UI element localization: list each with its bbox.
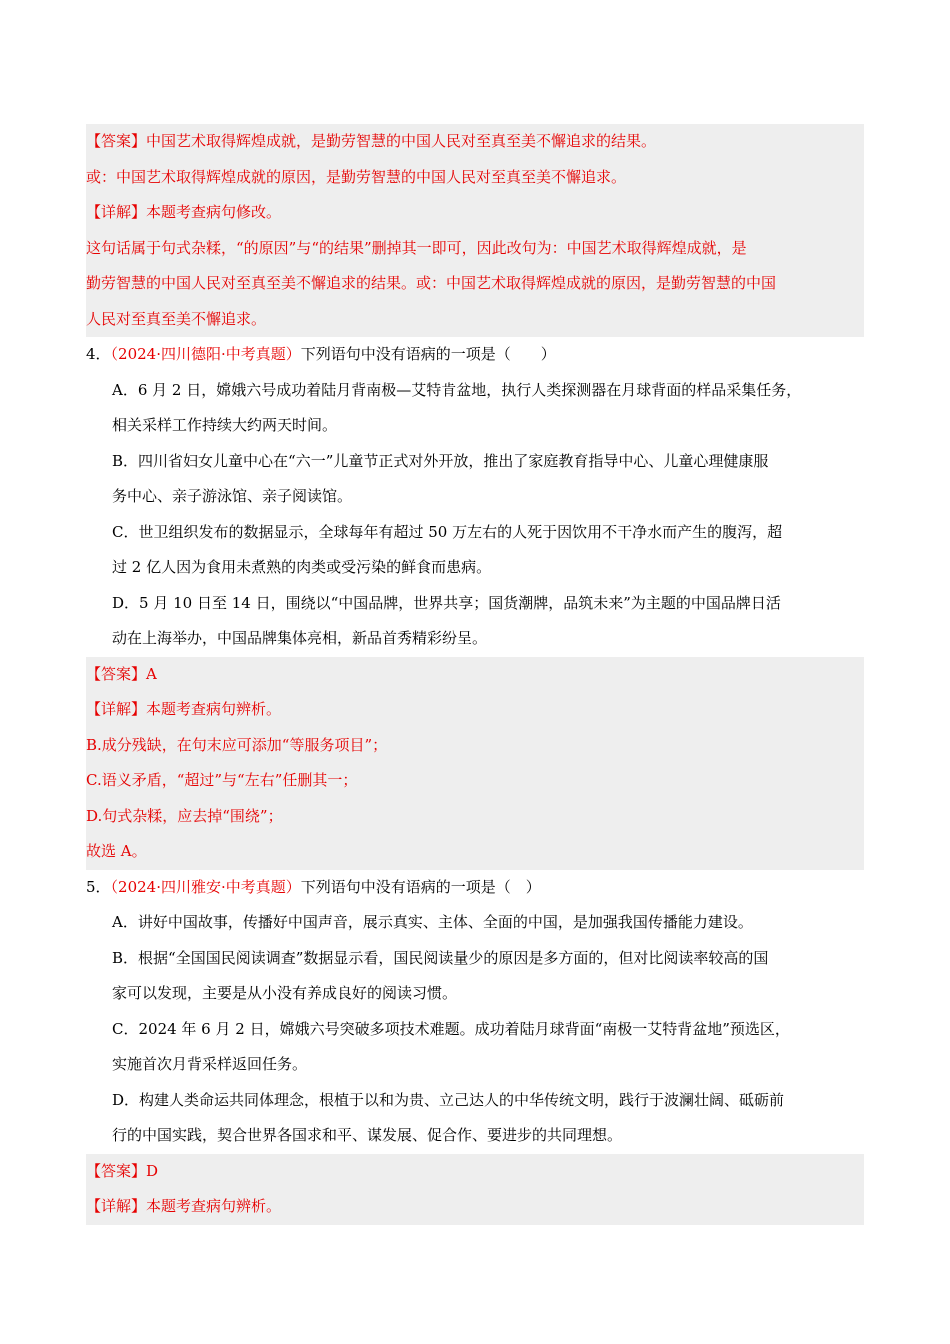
explanation-line: 勤劳智慧的中国人民对至真至美不懈追求的结果。或：中国艺术取得辉煌成就的原因，是勤劳智慧的中国 [86,274,777,292]
answer-line: 【答案】中国艺术取得辉煌成就，是勤劳智慧的中国人民对至真至美不懈追求的结果。 [86,132,657,150]
explanation-line: D.句式杂糅，应去掉“围绕”； [86,806,283,825]
question-text: 下列语句中没有语病的一项是（ ） [300,877,541,896]
question-number: 5． [86,877,111,896]
explanation-line: 这句话属于句式杂糅，“的原因”与“的结果”删掉其一即可，因此改句为：中国艺术取得辉煌成就，是 [86,238,747,257]
explanation-line: B.成分残缺，在句末应可添加“等服务项目”； [86,735,388,754]
option-b-line: B．四川省妇女儿童中心在“六一”儿童节正式对外开放，推出了家庭教育指导中心、儿童心理健康服 [112,451,769,470]
option-c-line: 过 2 亿人因为食用未煮熟的肉类或受污染的鲜食而患病。 [112,558,492,576]
option-a-line: A．6 月 2 日，嫦娥六号成功着陆月背南极—艾特肯盆地，执行人类探测器在月球背面的样品采集任务， [112,380,802,399]
answer-line: 【答案】D [86,1161,159,1180]
q4-answer-block [86,657,864,870]
option-a-line: A．讲好中国故事，传播好中国声音，展示真实、主体、全面的中国，是加强我国传播能力建设。 [112,913,753,931]
question-number: 4． [86,345,111,363]
question-source: （2024·四川德阳·中考真题） [110,345,301,363]
option-c-line: C．2024 年 6 月 2 日，嫦娥六号突破多项技术难题。成功着陆月球背面“南极一艾特背盆地”预选区， [112,1019,790,1038]
question-4 [86,337,864,657]
detail-line: 【详解】本题考查病句修改。 [86,203,282,221]
question-stem [86,337,864,373]
conclusion-line: 故选 A。 [86,842,147,860]
question-source: （2024·四川雅安·中考真题） [110,877,301,896]
alternative-answer-line: 或：中国艺术取得辉煌成就的原因，是勤劳智慧的中国人民对至真至美不懈追求。 [86,167,627,186]
question-stem [86,870,864,906]
option-b-line: 家可以发现，主要是从小没有养成良好的阅读习惯。 [112,984,458,1002]
option-b-line: 务中心、亲子游泳馆、亲子阅读馆。 [112,487,353,505]
question-text: 下列语句中没有语病的一项是（ ） [300,345,556,363]
detail-line: 【详解】本题考查病句辨析。 [86,1197,282,1215]
option-d-line: D．5 月 10 日至 14 日，围绕以“中国品牌，世界共享；国货潮牌，品筑未来”为主题的中国品牌日活 [112,593,781,612]
question-5 [86,870,864,1154]
q3-answer-block [86,124,864,337]
option-d-line: 行的中国实践，契合世界各国求和平、谋发展、促合作、要进步的共同理想。 [112,1126,623,1144]
option-d-line: 动在上海举办，中国品牌集体亮相，新品首秀精彩纷呈。 [112,629,488,647]
detail-line: 【详解】本题考查病句辨析。 [86,700,282,718]
document-page [86,124,864,1225]
option-c-line: 实施首次月背采样返回任务。 [112,1055,308,1073]
option-a-line: 相关采样工作持续大约两天时间。 [112,416,338,434]
explanation-line: C.语义矛盾，“超过”与“左右”任删其一； [86,771,358,789]
explanation-line: 人民对至真至美不懈追求。 [86,309,267,328]
option-c-line: C．世卫组织发布的数据显示，全球每年有超过 50 万左右的人死于因饮用不干净水而产生的腹泻，超 [112,522,783,541]
q5-answer-block [86,1154,864,1225]
answer-line: 【答案】A [86,664,157,683]
option-b-line: B．根据“全国国民阅读调查”数据显示看，国民阅读量少的原因是多方面的，但对比阅读率较高的国 [112,948,769,967]
option-d-line: D．构建人类命运共同体理念，根植于以和为贵、立己达人的中华传统文明，践行于波澜壮阔、砥砺前 [112,1090,785,1109]
